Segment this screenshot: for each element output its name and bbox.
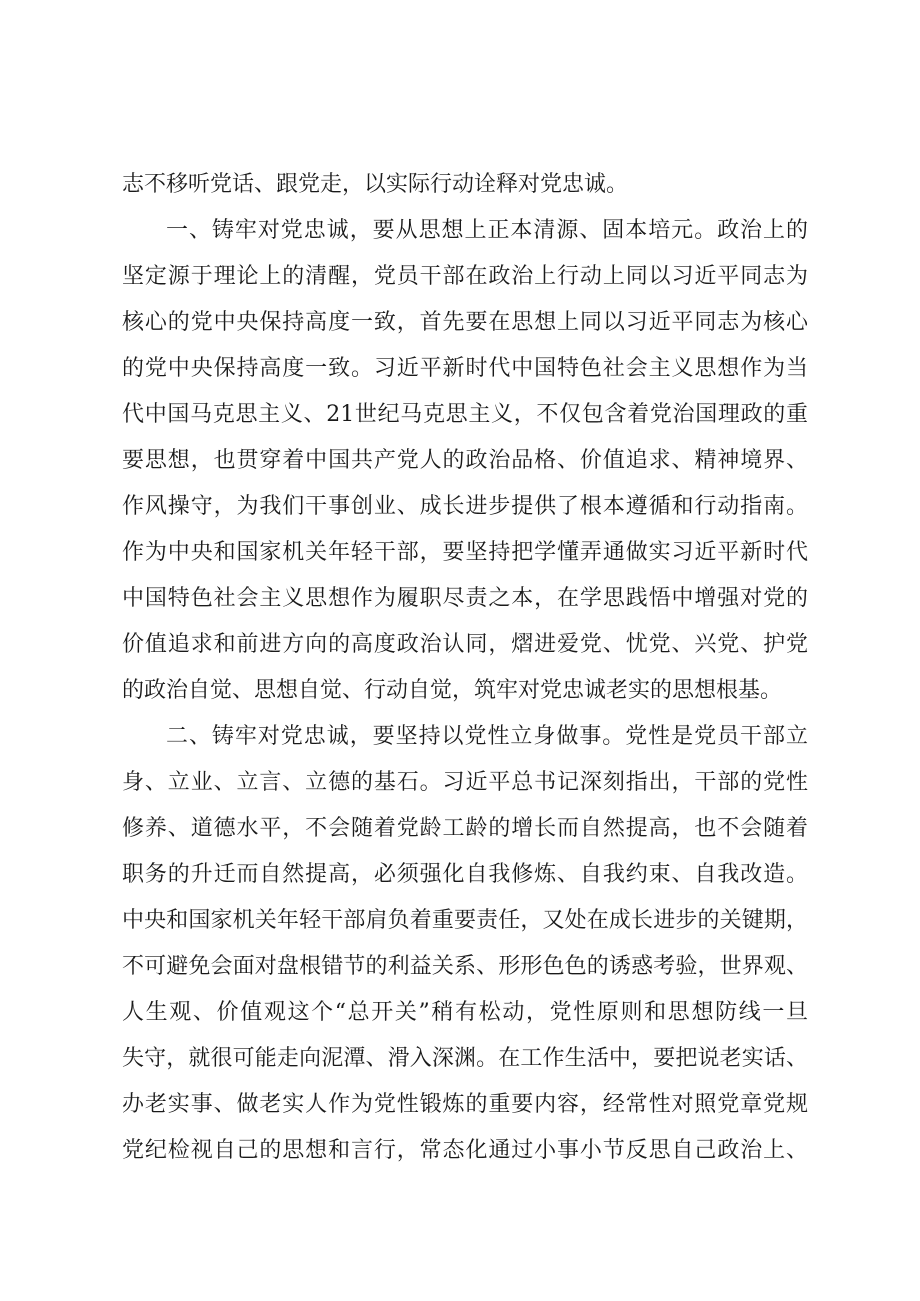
paragraph-2-first-line: 二、铸牢对党忠诚，要坚持以党性立身做事。党性是党员干部立	[166, 724, 808, 749]
text-line: 中央和国家机关年轻干部肩负着重要责任，又处在成长进步的关键期，	[122, 908, 808, 933]
text-line: 核心的党中央保持高度一致，首先要在思想上同以习近平同志为核心	[122, 310, 808, 335]
text-line: 要思想，也贯穿着中国共产党人的政治品格、价值追求、精神境界、	[122, 448, 808, 473]
text-line: 人生观、价值观这个“总开关”稍有松动，党性原则和思想防线一旦	[122, 1000, 808, 1025]
text-line: 身、立业、立言、立德的基石。习近平总书记深刻指出，干部的党性	[122, 770, 808, 795]
text-line: 办老实事、做老实人作为党性锻炼的重要内容，经常性对照党章党规	[122, 1092, 808, 1117]
text-line: 坚定源于理论上的清醒，党员干部在政治上行动上同以习近平同志为	[122, 264, 808, 289]
text-line: 价值追求和前进方向的高度政治认同，熠进爱党、忧党、兴党、护党	[122, 632, 808, 657]
text-line: 中国特色社会主义思想作为履职尽责之本，在学思践悟中增强对党的	[122, 586, 808, 611]
text-line: 作风操守，为我们干事创业、成长进步提供了根本遵循和行动指南。	[122, 494, 808, 519]
text-line: 代中国马克思主义、21世纪马克思主义，不仅包含着党治国理政的重	[122, 402, 808, 427]
document-body	[122, 162, 808, 1174]
paragraph-1-first-line: 一、铸牢对党忠诚，要从思想上正本清源、固本培元。政治上的	[166, 218, 808, 243]
text-line: 修养、道德水平，不会随着党龄工龄的增长而自然提高，也不会随着	[122, 816, 808, 841]
text-line: 党纪检视自己的思想和言行，常态化通过小事小节反思自己政治上、	[122, 1138, 808, 1163]
text-line: 作为中央和国家机关年轻干部，要坚持把学懂弄通做实习近平新时代	[122, 540, 808, 565]
text-line: 志不移听党话、跟党走，以实际行动诠释对党忠诚。	[122, 172, 629, 197]
text-line: 失守，就很可能走向泥潭、滑入深渊。在工作生活中，要把说老实话、	[122, 1046, 808, 1071]
text-line: 的党中央保持高度一致。习近平新时代中国特色社会主义思想作为当	[122, 356, 808, 381]
text-line: 不可避免会面对盘根错节的利益关系、形形色色的诱惑考验，世界观、	[122, 954, 808, 979]
text-line: 职务的升迁而自然提高，必须强化自我修炼、自我约束、自我改造。	[122, 862, 808, 887]
text-line: 的政治自觉、思想自觉、行动自觉，筑牢对党忠诚老实的思想根基。	[122, 678, 783, 703]
